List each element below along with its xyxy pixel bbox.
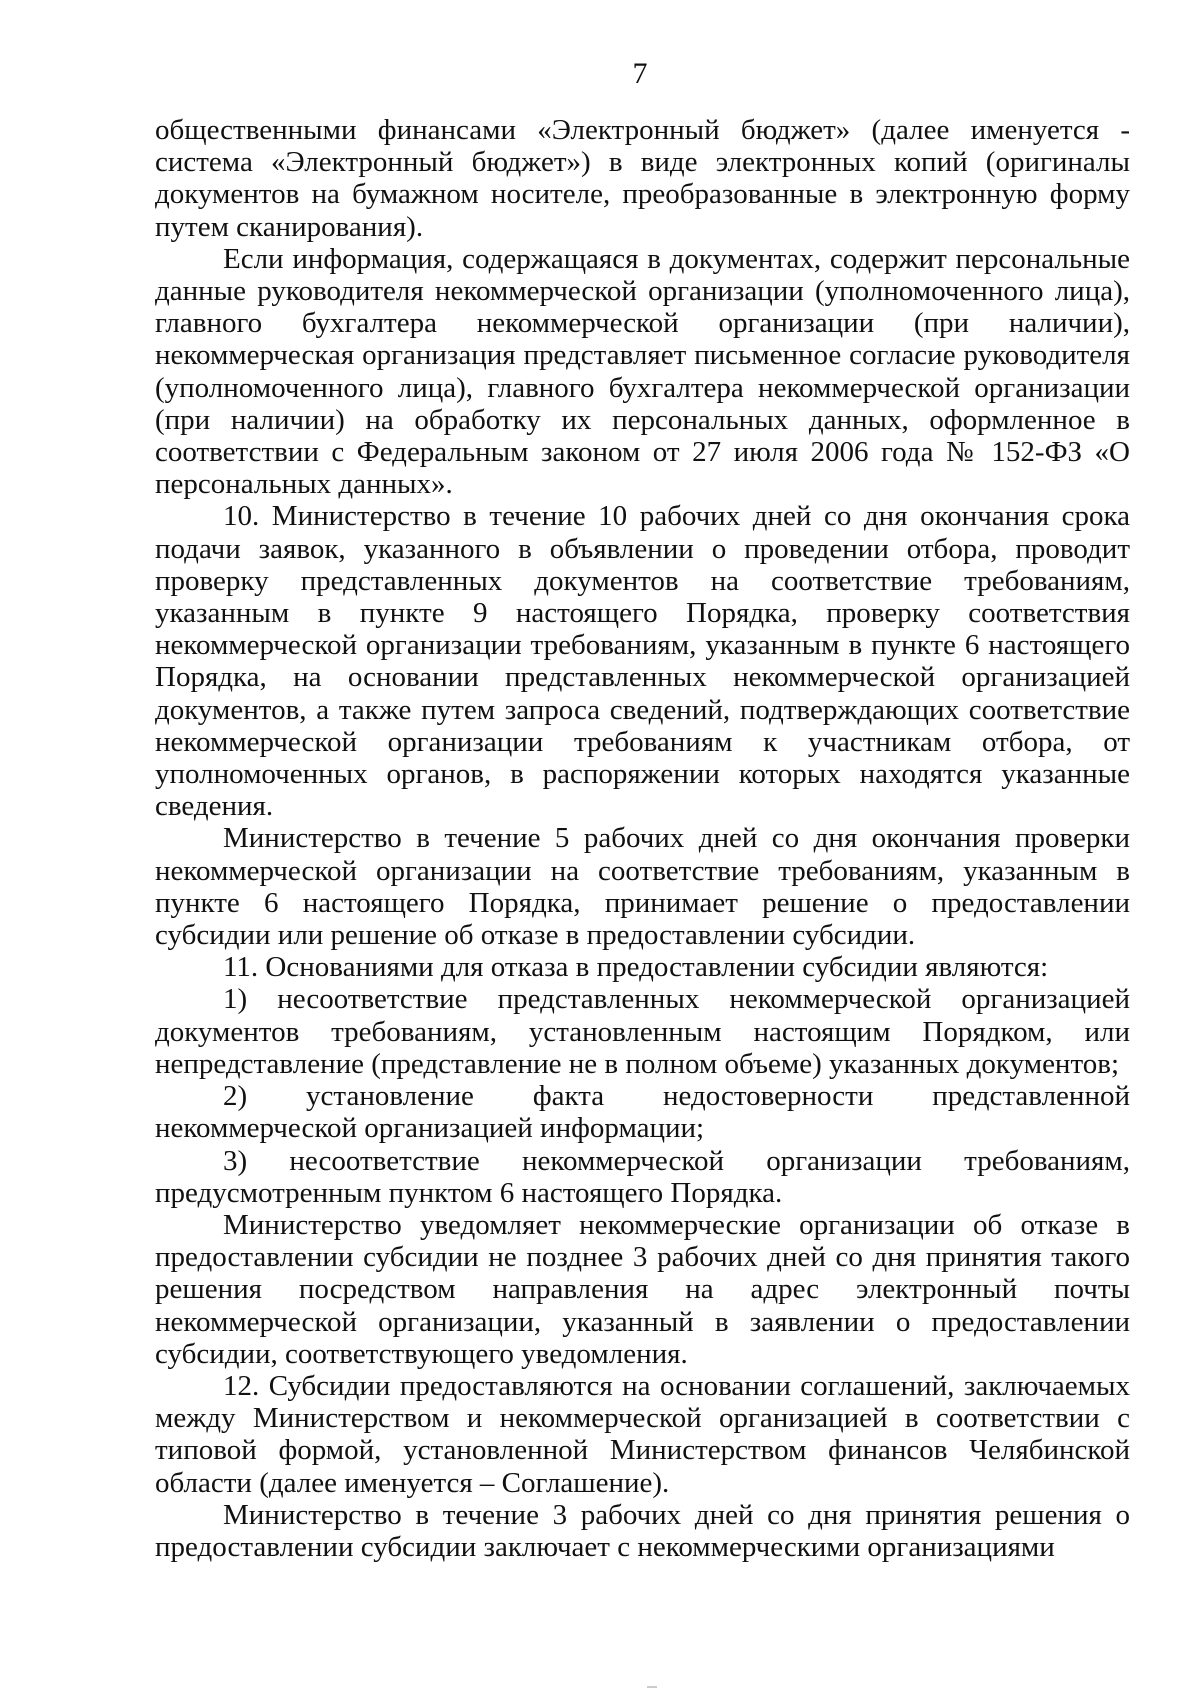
paragraph-decision: Министерство в течение 5 рабочих дней со дня окончания проверки некоммерческой организации на соответствие требованиям, указанным в пункте 6 настоящего Порядка, принимает решение о предоставлении субсидии или решение об отказе в предоставлении субсидии. — [155, 822, 1130, 952]
paragraph-notification: Министерство уведомляет некоммерческие организации об отказе в предоставлении субсидии не позднее 3 рабочих дней со дня принятия такого решения посредством направления на адрес электронный почты некоммерческой организации, указанный в заявлении о предоставлении субсидии, соответствующего уведомления. — [155, 1208, 1130, 1370]
paragraph-agreement: Министерство в течение 3 рабочих дней со дня принятия решения о предоставлении субсидии заключает с некоммерческими организациями — [155, 1498, 1130, 1563]
paragraph-personal-data: Если информация, содержащаяся в документах, содержит персональные данные руководителя некоммерческой организации (уполномоченного лица), главного бухгалтера некоммерческой организации (при наличии), некоммерческая организация представляет письменное согласие руководителя (уполномоченного лица), главного бухгалтера некоммерческой организации (при наличии) на обработку их персональных данных, оформленное в соответствии с Федеральным законом от 27 июля 2006 года № 152-ФЗ «О персональных данных». — [155, 242, 1130, 501]
document-body — [155, 114, 1130, 1563]
page-number: 7 — [632, 57, 648, 90]
paragraph-item-10: 10. Министерство в течение 10 рабочих дней со дня окончания срока подачи заявок, указанного в объявлении о проведении отбора, проводит проверку представленных документов на соответствие требованиям, указанным в пункте 9 настоящего Порядка, проверку соответствия некоммерческой организации требованиям, указанным в пункте 6 настоящего Порядка, на основании представленных некоммерческой организацией документов, а также путем запроса сведений, подтверждающих соответствие некоммерческой организации требованиям к участникам отбора, от уполномоченных органов, в распоряжении которых находятся указанные сведения. — [155, 500, 1130, 823]
list-item-3: 3) несоответствие некоммерческой организации требованиям, предусмотренным пунктом 6 настоящего Порядка. — [155, 1144, 1130, 1209]
paragraph-item-12: 12. Субсидии предоставляются на основании соглашений, заключаемых между Министерством и некоммерческой организацией в соответствии с типовой формой, установленной Министерством финансов Челябинской области (далее именуется – Соглашение). — [155, 1369, 1130, 1499]
list-item-1: 1) несоответствие представленных некоммерческой организацией документов требованиям, установленным настоящим Порядком, или непредставление (представление не в полном объеме) указанных документов; — [155, 983, 1130, 1080]
list-item-2: 2) установление факта недостоверности представленной некоммерческой организацией информации; — [155, 1080, 1130, 1145]
paragraph-item-11: 11. Основаниями для отказа в предоставлении субсидии являются: — [223, 951, 1049, 984]
paragraph-continuation: общественными финансами «Электронный бюджет» (далее именуется - система «Электронный бюджет») в виде электронных копий (оригиналы документов на бумажном носителе, преобразованные в электронную форму путем сканирования). — [155, 114, 1130, 243]
scan-mark — [647, 1686, 657, 1688]
